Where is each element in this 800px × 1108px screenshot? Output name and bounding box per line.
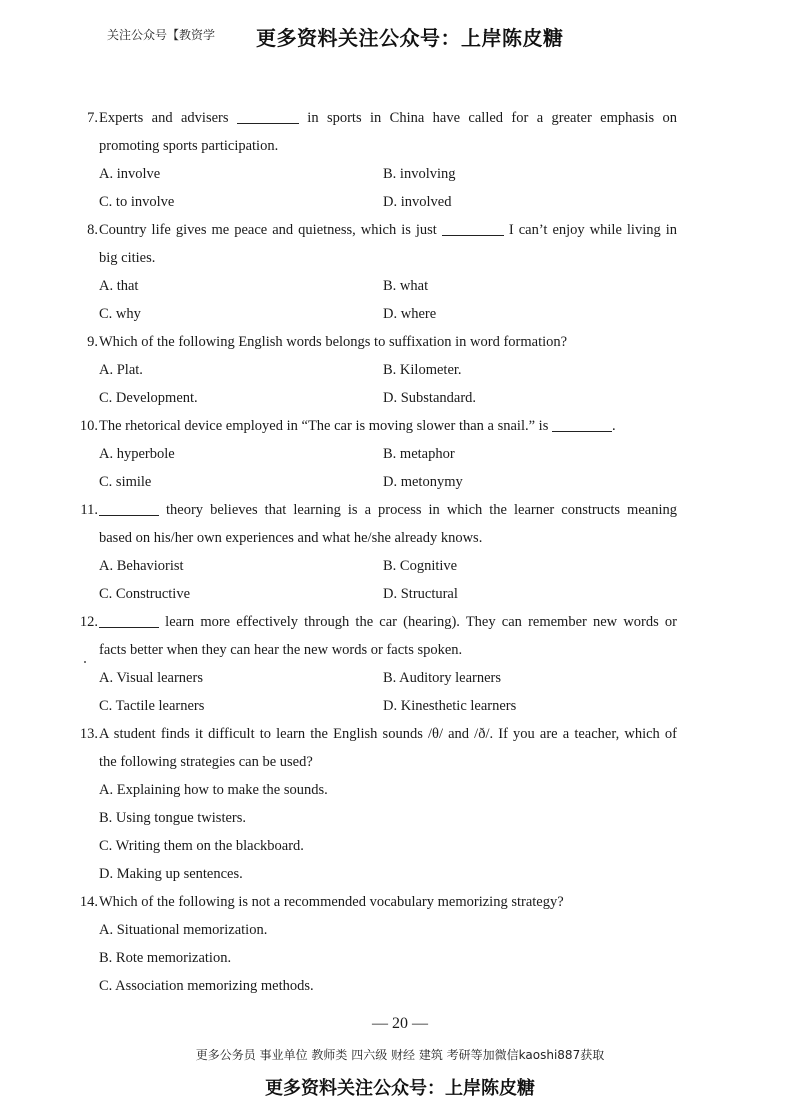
option-c: C. Constructive [99, 586, 191, 602]
option-d: D. metonymy [383, 474, 463, 490]
question-stem: Experts and advisers in sports in China have called for a greater emphasis on [99, 104, 677, 132]
option-b: B. Kilometer. [383, 362, 462, 378]
question-stem: A student finds it difficult to learn the English sounds /θ/ and /ð/. If you are a teacher, which of [99, 726, 677, 742]
option-a: A. Behaviorist [99, 558, 184, 574]
header-title: 更多资料关注公众号：上岸陈皮糖 [256, 26, 564, 50]
question-stem: learn more effectively through the car (hearing). They can remember new words or [99, 608, 677, 636]
question-list [0, 104, 800, 1000]
option-a: A. involve [99, 166, 161, 182]
answer-blank [442, 219, 504, 236]
question-9 [0, 328, 800, 412]
option-d: D. Structural [383, 586, 458, 602]
question-number: 11. [80, 502, 98, 518]
option-a: A. that [99, 278, 139, 294]
question-7 [0, 104, 800, 216]
question-number: 10. [79, 418, 98, 434]
option-c: C. why [99, 306, 141, 322]
page-number: — 20 — [372, 1015, 428, 1032]
header-wechat-note: 关注公众号【教资学 [107, 28, 216, 42]
option-c: C. Tactile learners [99, 698, 205, 714]
question-stem-continued: promoting sports participation. [99, 138, 279, 154]
question-number: 9. [87, 334, 98, 350]
option-a: A. Situational memorization. [99, 922, 268, 938]
question-stem: theory believes that learning is a process in which the learner constructs meaning [99, 496, 677, 524]
option-b: B. Rote memorization. [99, 950, 232, 966]
option-c: C. Writing them on the blackboard. [99, 838, 304, 854]
option-c: C. simile [99, 474, 152, 490]
question-number: 12. [79, 614, 98, 630]
question-stem: The rhetorical device employed in “The car is moving slower than a snail.” is . [99, 412, 677, 440]
answer-blank [99, 611, 159, 628]
option-a: A. Plat. [99, 362, 143, 378]
question-stem-continued: based on his/her own experiences and what he/she already knows. [99, 530, 483, 546]
option-b: B. Auditory learners [383, 670, 501, 686]
option-b: B. metaphor [383, 446, 455, 462]
scan-speck [84, 661, 86, 663]
option-a: A. hyperbole [99, 446, 175, 462]
question-8 [0, 216, 800, 328]
question-13 [0, 720, 800, 888]
option-d: D. where [383, 306, 437, 322]
question-14 [0, 888, 800, 1000]
option-b: B. Cognitive [383, 558, 458, 574]
footer-contact-note: 更多公务员 事业单位 教师类 四六级 财经 建筑 考研等加微信kaoshi887获取 [195, 1048, 605, 1062]
option-d: D. Substandard. [383, 390, 477, 406]
question-stem-continued: facts better when they can hear the new words or facts spoken. [99, 642, 463, 658]
option-c: C. Development. [99, 390, 198, 406]
question-stem-continued: big cities. [99, 250, 156, 266]
option-d: D. Kinesthetic learners [383, 698, 517, 714]
option-d: D. Making up sentences. [99, 866, 243, 882]
question-stem: Which of the following English words belongs to suffixation in word formation? [99, 334, 568, 350]
answer-blank [99, 499, 159, 516]
question-12 [0, 608, 800, 720]
question-11 [0, 496, 800, 608]
question-number: 13. [79, 726, 98, 742]
question-number: 8. [87, 222, 98, 238]
option-c: C. Association memorizing methods. [99, 978, 314, 994]
option-b: B. Using tongue twisters. [99, 810, 247, 826]
question-number: 14. [79, 894, 98, 910]
option-b: B. involving [383, 166, 456, 182]
question-stem-continued: the following strategies can be used? [99, 754, 313, 770]
page-header [0, 22, 800, 54]
option-a: A. Explaining how to make the sounds. [99, 782, 328, 798]
question-stem: Which of the following is not a recommended vocabulary memorizing strategy? [99, 894, 564, 910]
answer-blank [237, 107, 299, 124]
question-number: 7. [87, 110, 98, 126]
option-b: B. what [383, 278, 429, 294]
question-10 [0, 412, 800, 496]
option-c: C. to involve [99, 194, 175, 210]
option-a: A. Visual learners [99, 670, 203, 686]
footer-title: 更多资料关注公众号：上岸陈皮糖 [265, 1078, 535, 1099]
option-d: D. involved [383, 194, 452, 210]
question-stem: Country life gives me peace and quietness, which is just I can’t enjoy while living in [99, 216, 677, 244]
answer-blank [552, 415, 612, 432]
